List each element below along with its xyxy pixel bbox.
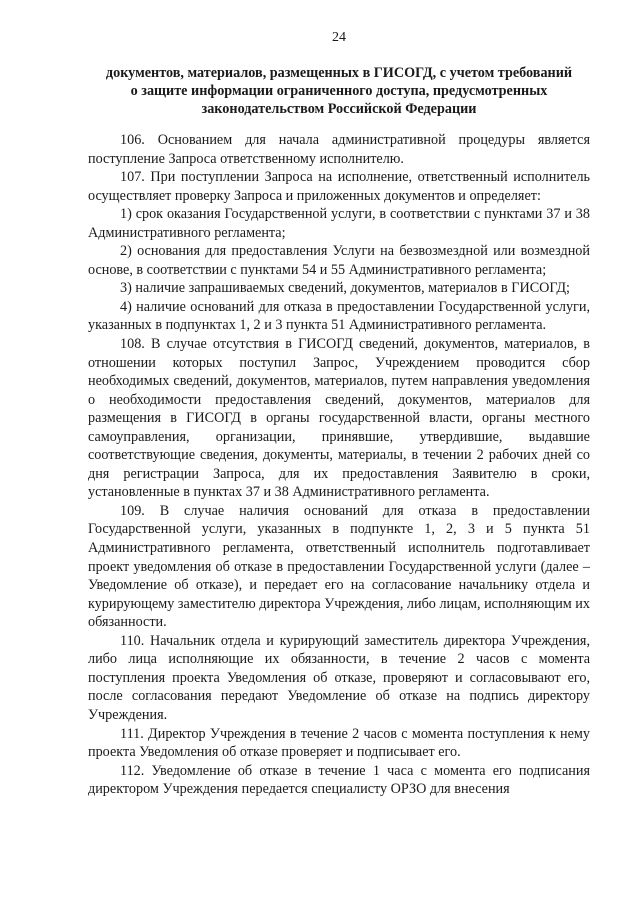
body-text xyxy=(88,131,590,799)
list-item-2: 2) основания для предоставления Услуги на безвозмездной или возмездной основе, в соответствии с пунктами 54 и 55 Административного регламента; xyxy=(88,243,590,278)
heading-line: законодательством Российской Федерации xyxy=(201,101,477,117)
paragraph-111: 111. Директор Учреждения в течение 2 часов с момента поступления к нему проекта Уведомления об отказе проверяет и подписывает его. xyxy=(88,725,590,761)
page-number: 24 xyxy=(332,30,346,45)
heading-line: документов, материалов, размещенных в ГИСОГД, с учетом требований xyxy=(105,65,573,81)
section-heading xyxy=(88,64,590,118)
paragraph-106: 106. Основанием для начала административной процедуры является поступление Запроса ответственному исполнителю. xyxy=(88,132,590,167)
list-item-3: 3) наличие запрашиваемых сведений, документов, материалов в ГИСОГД; xyxy=(120,280,570,297)
paragraph-107: 107. При поступлении Запроса на исполнение, ответственный исполнитель осуществляет проверку Запроса и приложенных документов и определяет: xyxy=(88,169,590,204)
paragraph-108: 108. В случае отсутствия в ГИСОГД сведений, документов, материалов, в отношении которых поступил Запрос, Учреждением проводится сбор необходимых сведений, документов, материалов, путем направления уведомления о необходимости предоставления сведений, документов, материалов для размещения в ГИСОГД в органы государственной власти, органы местного самоуправления, организации, принявшие, утвердившие, выдавшие соответствующие сведения, документы, материалы, в течении 2 рабочих дней со дня регистрации Запроса, для их предоставления Заявителю в сроки, установленные в пунктах 37 и 38 Административного регламента. xyxy=(88,336,590,501)
heading-line: о защите информации ограниченного доступа, предусмотренных xyxy=(130,83,548,99)
list-item-1: 1) срок оказания Государственной услуги, в соответствии с пунктами 37 и 38 Административного регламента; xyxy=(88,206,590,241)
list-item-4: 4) наличие оснований для отказа в предоставлении Государственной услуги, указанных в подпунктах 1, 2 и 3 пункта 51 Административного регламента. xyxy=(88,298,590,334)
paragraph-110: 110. Начальник отдела и курирующий заместитель директора Учреждения, либо лица исполняющие их обязанности, в течение 2 часов с момента поступления проекта Уведомления об отказе, проверяют и согласовывают его, после согласования передают Уведомление об отказе на подпись директору Учреждения. xyxy=(88,632,590,723)
paragraph-109: 109. В случае наличия оснований для отказа в предоставлении Государственной услуги, указанных в подпункте 1, 2, 3 и 5 пункта 51 Административного регламента, ответственный исполнитель подготавливает проект уведомления об отказе в предоставлении Государственной услуги (далее – Уведомление об отказе), и передает его на согласование начальнику отдела и курирующему заместителю директора Учреждения, либо лицам, исполняющим их обязанности. xyxy=(88,502,590,631)
paragraph-112: 112. Уведомление об отказе в течение 1 часа с момента его подписания директором Учреждения передается специалисту ОРЗО для внесения xyxy=(88,762,590,798)
